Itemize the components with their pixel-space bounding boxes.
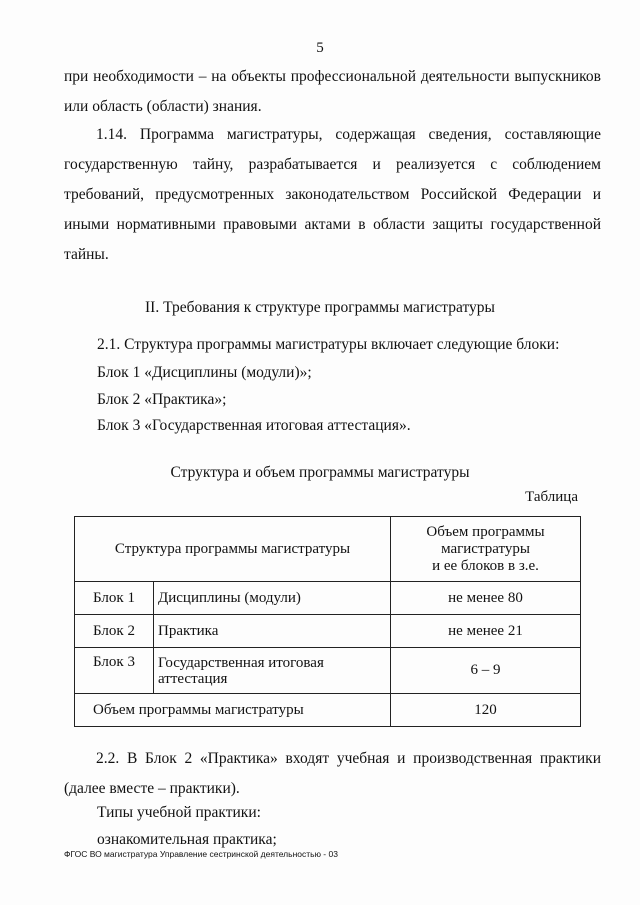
page-footer: ФГОС ВО магистратура Управление сестринской деятельностью - 03 <box>64 849 338 859</box>
table-row <box>75 648 581 694</box>
block-2-line: Блок 2 «Практика»; <box>97 391 227 408</box>
structure-table <box>74 516 581 727</box>
row-name: Государственная итоговая аттестация <box>154 648 391 694</box>
total-value: 120 <box>391 694 581 727</box>
intro-practice-line: ознакомительная практика; <box>97 831 277 848</box>
total-label: Объем программы магистратуры <box>75 694 391 727</box>
header-volume <box>391 517 581 582</box>
row-value: не менее 21 <box>391 615 581 648</box>
row-block: Блок 1 <box>75 582 154 615</box>
block-1-line: Блок 1 «Дисциплины (модули)»; <box>97 364 312 381</box>
row-value: 6 – 9 <box>391 648 581 694</box>
paragraph-continuation: при необходимости – на объекты профессиональной деятельности выпускников или область (области) знания. <box>64 68 601 115</box>
table-total-row <box>75 694 581 727</box>
row-value: не менее 80 <box>391 582 581 615</box>
paragraph-2-1: 2.1. Структура программы магистратуры включает следующие блоки: <box>97 336 560 353</box>
page-number: 5 <box>316 40 324 56</box>
table-header-row <box>75 517 581 582</box>
row-name: Практика <box>154 615 391 648</box>
row-block: Блок 3 <box>75 648 154 694</box>
header-volume-line-3: и ее блоков в з.е. <box>432 557 539 574</box>
practice-types-line: Типы учебной практики: <box>97 804 261 821</box>
row-block: Блок 2 <box>75 615 154 648</box>
row-name: Дисциплины (модули) <box>154 582 391 615</box>
block-3-line: Блок 3 «Государственная итоговая аттестация». <box>97 417 411 434</box>
section-heading: II. Требования к структуре программы магистратуры <box>145 299 495 316</box>
table-title: Структура и объем программы магистратуры <box>170 464 470 481</box>
header-structure: Структура программы магистратуры <box>75 517 391 582</box>
paragraph-1-14: 1.14. Программа магистратуры, содержащая сведения, составляющие государственную тайну, разрабатывается и реализуется с соблюдением требований, предусмотренных законодательством Российской Федерации и иными нормативными правовыми актами в области защиты государственной тайны. <box>64 126 601 263</box>
table-label: Таблица <box>525 489 578 505</box>
table-row <box>75 582 581 615</box>
header-volume-line-2: магистратуры <box>441 540 530 557</box>
paragraph-2-2: 2.2. В Блок 2 «Практика» входят учебная и производственная практики (далее вместе – практики). <box>64 750 601 797</box>
header-volume-line-1: Объем программы <box>426 523 545 540</box>
table-row <box>75 615 581 648</box>
